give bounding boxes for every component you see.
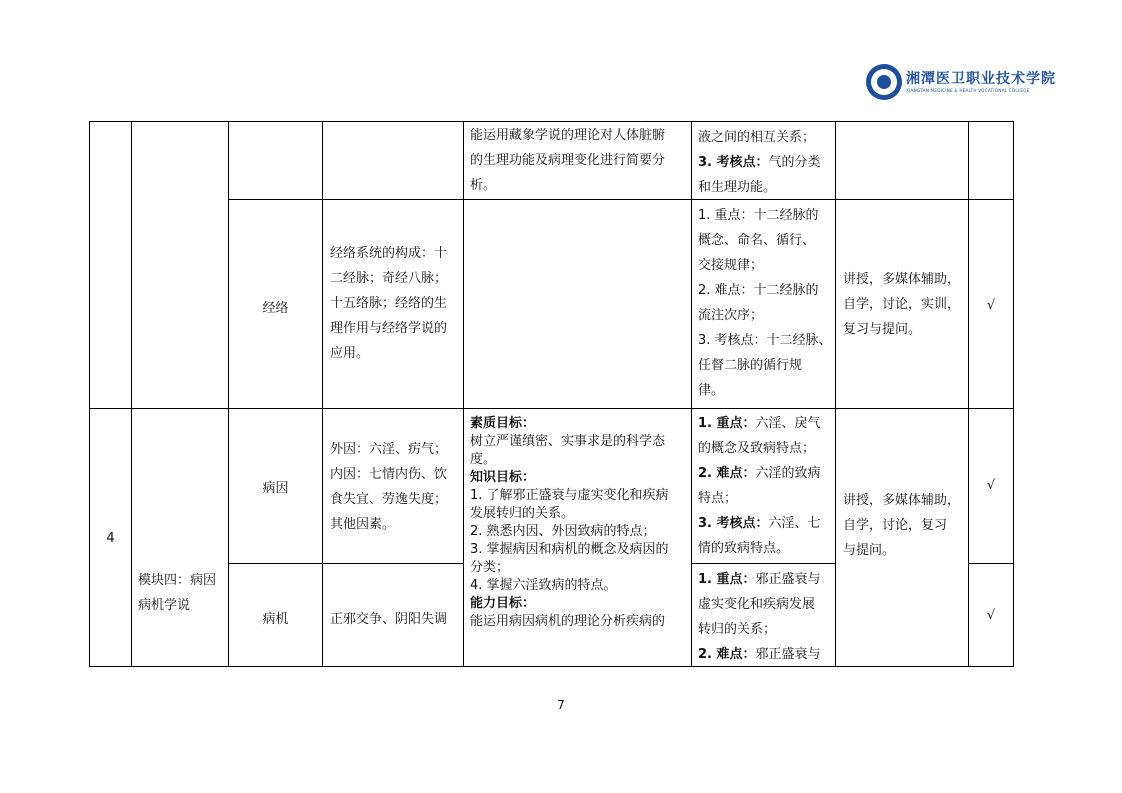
text-line: 自学，讨论，复习 bbox=[843, 518, 948, 533]
module-number: 4 bbox=[106, 531, 115, 546]
text-line: 与提问。 bbox=[843, 543, 896, 558]
text-line: 2. 熟悉内因、外因致病的特点； bbox=[470, 524, 656, 539]
key-points-continuation bbox=[698, 125, 834, 200]
checkmark-bingji: √ bbox=[986, 608, 996, 623]
row-divider bbox=[968, 563, 1014, 564]
key-points-bingyin bbox=[698, 411, 834, 561]
text-line: 能运用病因病机的理论分析疾病的 bbox=[470, 614, 666, 629]
text-line: 其他因素。 bbox=[330, 517, 396, 532]
college-emblem-icon bbox=[866, 64, 902, 100]
col-divider bbox=[228, 121, 229, 667]
text-line: 自学，讨论，实训， bbox=[843, 297, 961, 312]
text-line: 4. 掌握六淫致病的特点。 bbox=[470, 578, 617, 593]
text-line: 复习与提问。 bbox=[843, 322, 922, 337]
col-divider bbox=[322, 121, 323, 667]
text-line: 讲授，多媒体辅助， bbox=[843, 272, 961, 287]
text-line: 模块四：病因 bbox=[138, 573, 217, 588]
text-line: 流注次序； bbox=[698, 308, 764, 323]
row-divider bbox=[228, 563, 463, 564]
row-divider bbox=[228, 199, 1014, 200]
text-line: 析。 bbox=[470, 178, 497, 193]
text-line: 概念、命名、循行、 bbox=[698, 233, 816, 248]
text-line: 二经脉；奇经八脉； bbox=[330, 271, 448, 286]
page-number: 7 bbox=[557, 698, 565, 712]
col-divider bbox=[968, 121, 969, 667]
text-line: 的生理功能及病理变化进行简要分 bbox=[470, 153, 666, 168]
text-line: 经络系统的构成：十 bbox=[330, 246, 448, 261]
goals-module4 bbox=[470, 415, 692, 631]
college-name-cn: 湘潭医卫职业技术学院 bbox=[906, 71, 1056, 87]
text-line: 3. 考核点：六淫、七 bbox=[698, 516, 821, 531]
text-line: 转归的关系； bbox=[698, 622, 777, 637]
checkmark-jingluo: √ bbox=[986, 298, 996, 313]
text-line: 十五络脉；经络的生 bbox=[330, 296, 448, 311]
text-line: 知识目标： bbox=[470, 470, 536, 485]
text-line: 讲授，多媒体辅助， bbox=[843, 493, 961, 508]
text-line: 律。 bbox=[698, 383, 725, 398]
text-line: 和生理功能。 bbox=[698, 180, 777, 195]
methods-jingluo bbox=[843, 267, 968, 342]
topic-bingyin: 病因 bbox=[262, 481, 289, 496]
college-logo bbox=[866, 64, 1056, 104]
col-divider bbox=[131, 121, 132, 667]
text-line: 树立严谨缜密、实事求是的科学态 bbox=[470, 434, 666, 449]
text-line: 虚实变化和疾病发展 bbox=[698, 597, 816, 612]
topic-bingji: 病机 bbox=[262, 612, 289, 627]
content-jingluo bbox=[330, 241, 463, 366]
content-bingyin bbox=[330, 437, 463, 537]
text-line: 1. 了解邪正盛衰与虚实变化和疾病 bbox=[470, 488, 669, 503]
text-line: 的概念及致病特点； bbox=[698, 441, 816, 456]
text-line: 3. 考核点：气的分类 bbox=[698, 155, 821, 170]
text-line: 素质目标： bbox=[470, 416, 536, 431]
key-points-bingji bbox=[698, 567, 834, 667]
text-line: 情的致病特点。 bbox=[698, 541, 790, 556]
text-line: 发展转归的关系。 bbox=[470, 506, 575, 521]
text-line: 1. 重点：十二经脉的 bbox=[698, 208, 819, 223]
text-line: 食失宜、劳逸失度； bbox=[330, 492, 448, 507]
methods-module4 bbox=[843, 488, 968, 563]
goals-continuation bbox=[470, 123, 690, 198]
text-line: 任督二脉的循行规 bbox=[698, 358, 803, 373]
text-line: 液之间的相互关系； bbox=[698, 130, 816, 145]
text-line: 病机学说 bbox=[138, 598, 191, 613]
text-line: 特点； bbox=[698, 491, 738, 506]
syllabus-table bbox=[89, 121, 1014, 667]
text-line: 能力目标： bbox=[470, 596, 536, 611]
text-line: 理作用与经络学说的 bbox=[330, 321, 448, 336]
table-border-left bbox=[89, 121, 90, 667]
module-title bbox=[138, 568, 228, 618]
key-points-jingluo bbox=[698, 203, 834, 403]
table-border-right bbox=[1013, 121, 1014, 667]
col-divider bbox=[835, 121, 836, 667]
text-line: 1. 重点：六淫、戾气 bbox=[698, 416, 821, 431]
text-line: 内因：七情内伤、饮 bbox=[330, 467, 448, 482]
text-line: 2. 难点：邪正盛衰与 bbox=[698, 647, 821, 662]
text-line: 1. 重点：邪正盛衰与 bbox=[698, 572, 821, 587]
text-line: 3. 掌握病因和病机的概念及病因的 bbox=[470, 542, 669, 557]
content-bingji: 正邪交争、阴阳失调 bbox=[330, 612, 448, 627]
text-line: 3. 考核点：十二经脉、 bbox=[698, 333, 832, 348]
college-name-en: XIANGTAN MEDICINE & HEALTH VOCATIONAL COLLEGE bbox=[906, 88, 1030, 93]
checkmark-bingyin: √ bbox=[986, 478, 996, 493]
row-divider bbox=[691, 563, 835, 564]
topic-jingluo: 经络 bbox=[262, 301, 289, 316]
text-line: 2. 难点：六淫的致病 bbox=[698, 466, 821, 481]
text-line: 度。 bbox=[470, 452, 497, 467]
text-line: 应用。 bbox=[330, 346, 370, 361]
text-line: 2. 难点：十二经脉的 bbox=[698, 283, 819, 298]
col-divider bbox=[463, 121, 464, 667]
text-line: 能运用藏象学说的理论对人体脏腑 bbox=[470, 128, 666, 143]
text-line: 交接规律； bbox=[698, 258, 764, 273]
text-line: 分类； bbox=[470, 560, 510, 575]
text-line: 外因：六淫、疠气； bbox=[330, 442, 448, 457]
